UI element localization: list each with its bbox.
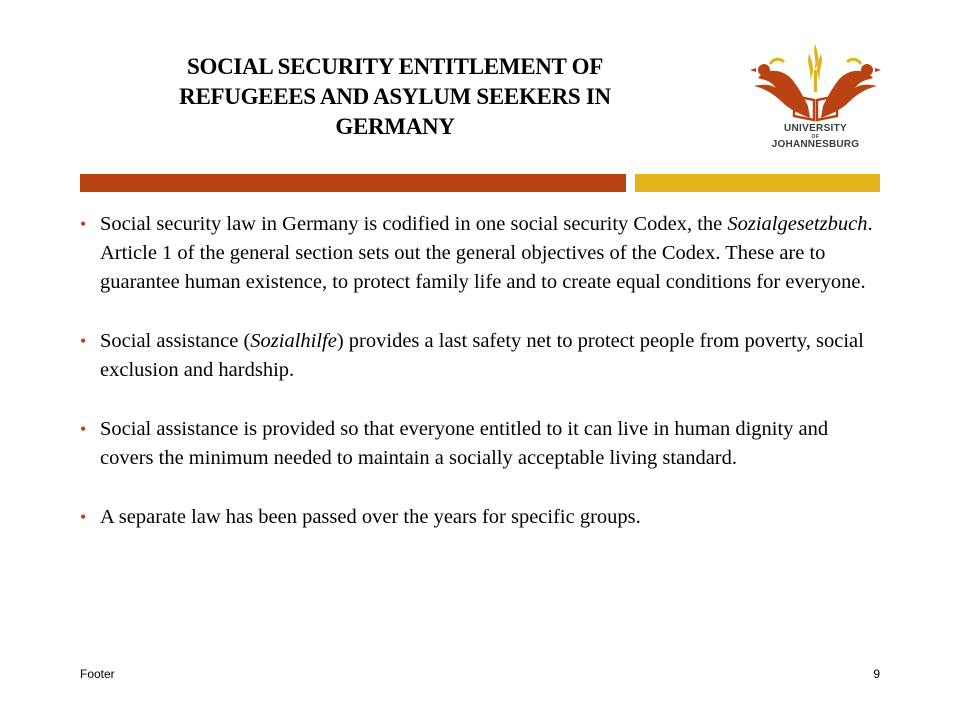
title-divider-orange xyxy=(80,174,626,192)
page-number: 9 xyxy=(873,667,880,681)
bullet-emphasis: Sozialhilfe xyxy=(250,330,337,352)
bullet-text: . Article 1 of the general section sets out the general objectives of the Codex. These are to guarantee human existence, to protect family life and to create equal conditions for everyone. xyxy=(100,213,873,293)
logo-text-line2: OF xyxy=(811,134,820,140)
bullet-list xyxy=(80,210,880,562)
bullet-dot-icon: • xyxy=(80,214,87,234)
bullet-dot-icon: • xyxy=(80,419,87,439)
bullet-dot-icon: • xyxy=(80,507,87,527)
slide-title: SOCIAL SECURITY ENTITLEMENT OF REFUGEEES AND ASYLUM SEEKERS IN GERMANY xyxy=(179,54,611,139)
logo-text-line1: UNIVERSITY xyxy=(783,123,847,134)
bullet-item xyxy=(80,327,880,385)
bullet-item xyxy=(80,503,880,532)
slide-footer: Footer xyxy=(80,667,115,681)
bullet-text: Social assistance is provided so that everyone entitled to it can live in human dignity and covers the minimum needed to maintain a socially acceptable living standard. xyxy=(100,418,829,469)
logo-text-line3: JOHANNESBURG xyxy=(771,139,860,150)
title-divider-gold xyxy=(635,174,880,192)
bullet-emphasis: Sozialgesetzbuch xyxy=(727,213,868,235)
bullet-item xyxy=(80,415,880,473)
bullet-text: Social security law in Germany is codified in one social security Codex, the xyxy=(100,213,728,235)
bullet-text: Social assistance ( xyxy=(100,330,251,352)
bullet-text: A separate law has been passed over the years for specific groups. xyxy=(100,506,641,528)
bullet-text: ) provides a last safety net to protect people from poverty, social exclusion and hardship. xyxy=(100,330,864,381)
bullet-item xyxy=(80,210,880,297)
bullet-dot-icon: • xyxy=(80,331,87,351)
